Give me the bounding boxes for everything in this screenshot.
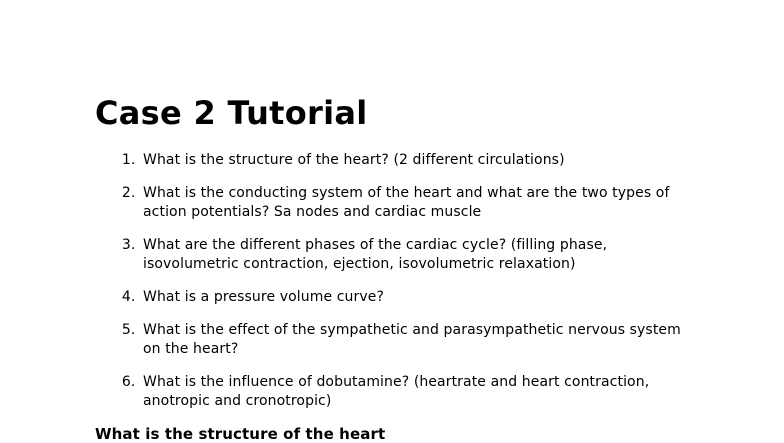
question-item: 2. What is the conducting system of the heart and what are the two types of action potentials? Sa nodes and cardiac muscle [140, 184, 688, 222]
section-heading: What is the structure of the heart [95, 425, 386, 443]
question-item: 3. What are the different phases of the cardiac cycle? (filling phase, isovolumetric contraction, ejection, isovolumetric relaxation) [140, 236, 688, 274]
question-item: 5. What is the effect of the sympathetic and parasympathetic nervous system on the heart? [140, 321, 688, 359]
question-list [95, 151, 724, 411]
question-item: 6. What is the influence of dobutamine? (heartrate and heart contraction, anotropic and cronotropic) [140, 373, 688, 411]
question-item: 4. What is a pressure volume curve? [140, 288, 688, 307]
question-item: 1. What is the structure of the heart? (2 different circulations) [140, 151, 688, 170]
page-title: Case 2 Tutorial [95, 94, 368, 132]
